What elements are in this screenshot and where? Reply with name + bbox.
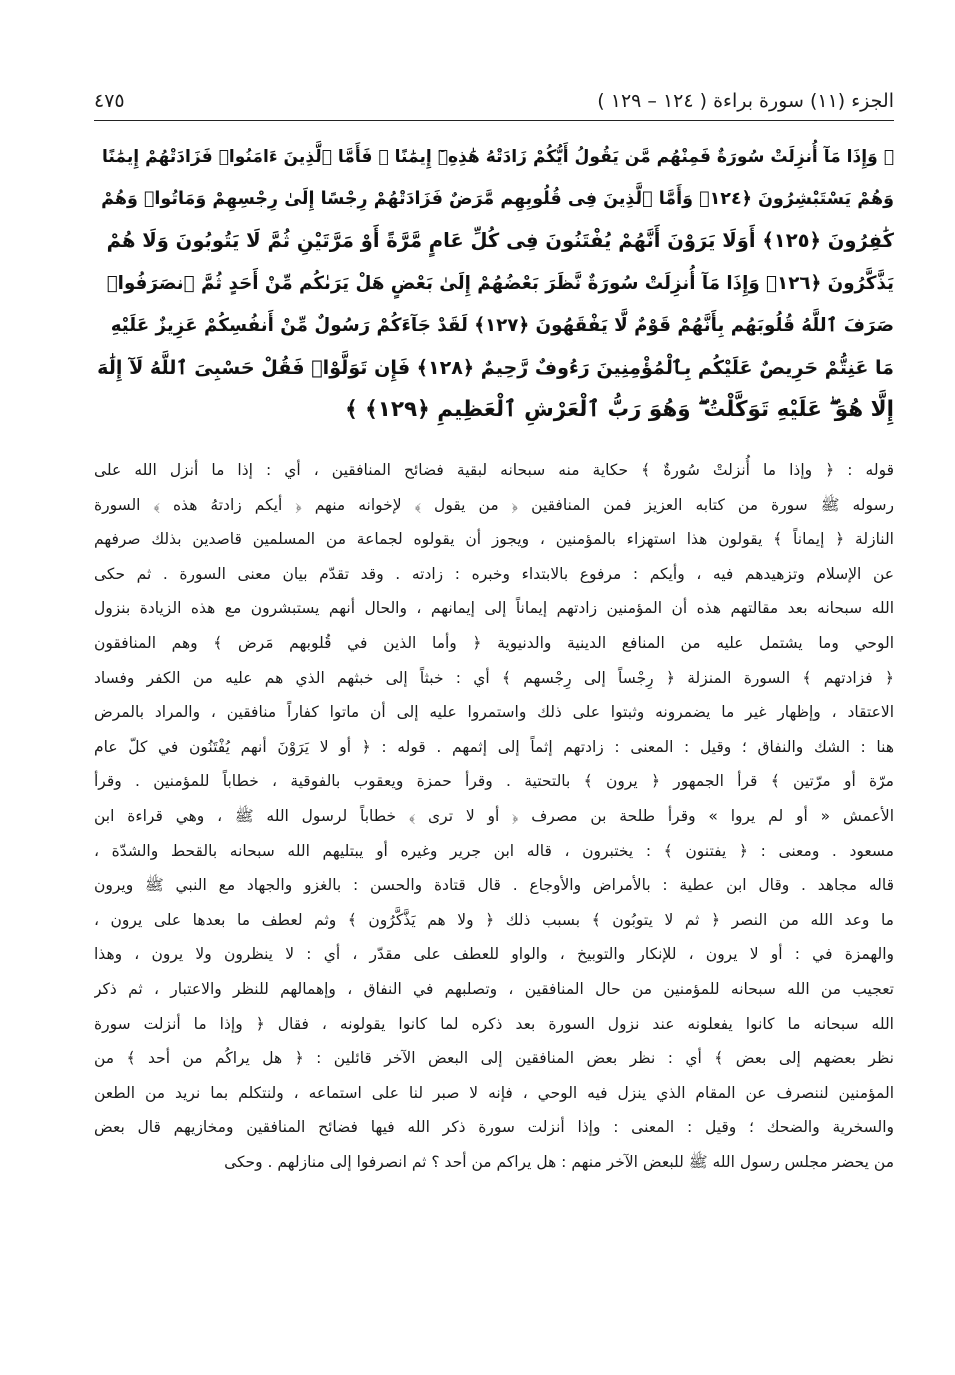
tafsir-line: مرّة أو مرّتين ﴾ قرأ الجمهور ﴿ يرون ﴾ بالتحتية . وقرأ حمزة ويعقوب بالفوقية ، خطاباً للمؤمنين . وقرأ — [94, 772, 894, 791]
tafsir-line: الله سبحانه بعد مقالتهم هذه أن المؤمنين زادتهم إيماناً إلى إيمانهم ، والحال أنهم يستبشرون مع هذه الزيادة بنزول — [94, 599, 894, 618]
tafsir-line: الوحي وما يشتمل عليه من المنافع الدينية والدنيوية ﴿ وأما الذين في قُلوبهم مَرض ﴾ وهم المنافقون — [94, 633, 894, 652]
tafsir-line: المؤمنين لننصرف عن المقام الذي ينزل فيه الوحي ، فإنه لا صبر لنا على استماعه ، ولنتكلم بما نريد من الطعن — [94, 1083, 894, 1102]
tafsir-line: والهمزة في : أو لا يرون ، للإنكار والتوبيخ ، والواو للعطف على مقدّر ، أي : لا ينظرون ولا يرون ، وهذا — [94, 945, 894, 964]
quran-line: مَا عَنِتُّمْ حَرِيصٌ عَلَيْكُم بِٱلْمُؤْمِنِينَ رَءُوفٌ رَّحِيمٌ ﴿١٢٨﴾ فَإِن تَوَلَّوْا۟ فَقُلْ حَسْبِىَ ٱللَّهُ لَآ إِلَٰهَ — [97, 356, 894, 380]
tafsir-line: هنا : الشك والنفاق ؛ وقيل : المعنى : زادتهم إثماً إلى إثمهم . قوله : ﴿ أو لا يَرَوْنَ أنهم يُفْتَنُون في كلّ عام — [94, 737, 894, 756]
tafsir-line: ما وعد الله من النصر ﴿ ثم لا يتوبُون ﴾ بسبب ذلك ﴿ ولا هم يَذَّكَّرُون ﴾ وثم لعطف ما بعدها على يرون ، — [94, 910, 894, 929]
tafsir-line: قوله : ﴿ وإذا ما أُنزلتْ سُورةٌ ﴾ حكاية منه سبحانه لبقية فضائح المنافقين ، أي : إذا ما أنزل الله على — [94, 461, 894, 479]
tafsir-line: نظر بعضهم إلى بعض ﴾ أي : نظر بعض المنافقين إلى البعض الآخر قائلين : ﴿ هل يراكُم من أحد ﴾ من — [94, 1049, 894, 1068]
quran-line: يَذَّكَّرُونَ ﴿١٢٦﴾ وَإِذَا مَآ أُنزِلَتْ سُورَةٌ نَّظَرَ بَعْضُهُمْ إِلَىٰ بَعْضٍ هَلْ يَرَىٰكُم مِّنْ أَحَدٍ ثُمَّ ٱنصَرَفُوا۟ — [106, 272, 894, 294]
quran-verses-block — [94, 136, 894, 436]
tafsir-line: مسعود . ومعنى : ﴿ يفتنون ﴾ : يختبرون ، قاله ابن جرير وغيره أو يبتليهم الله سبحانه بالقحط والشدّة ، — [94, 841, 894, 860]
quran-line: وَهُمْ يَسْتَبْشِرُونَ ﴿١٢٤﴾ وَأَمَّا ٱلَّذِينَ فِى قُلُوبِهِم مَّرَضٌ فَزَادَتْهُمْ رِجْسًا إِلَىٰ رِجْسِهِمْ وَمَاتُوا۟ وَهُمْ — [101, 189, 894, 210]
tafsir-line: الاعتقاد ، وإظهار غير ما يضمرونه وثبتوا على ذلك واستمروا عليه إلى أن ماتوا كفاراً منافقين ، والمراد بالمرض — [94, 703, 894, 722]
quran-line: إِلَّا هُوَ ۖ عَلَيْهِ تَوَكَّلْتُ ۖ وَهُوَ رَبُّ ٱلْعَرْشِ ٱلْعَظِيمِ ﴿١٢٩﴾ ﴾ — [345, 397, 894, 423]
quran-line: صَرَفَ ٱللَّهُ قُلُوبَهُم بِأَنَّهُمْ قَوْمٌ لَّا يَفْقَهُونَ ﴿١٢٧﴾ لَقَدْ جَآءَكُمْ رَسُولٌ مِّنْ أَنفُسِكُمْ عَزِيزٌ عَلَيْهِ — [110, 314, 894, 336]
tafsir-line: ﴿ فزادتهم ﴾ السورة المنزلة ﴿ رِجْساً إلى رِجْسهم ﴾ أي : خبثاً إلى خبثهم الذي هم عليه من الكفر وفساد — [94, 668, 894, 687]
tafsir-line: قاله مجاهد . وقال ابن عطية : بالأمراض والأوجاع . قال قتادة والحسن : بالغزو والجهاد مع النبي ﷺ ويرون — [94, 876, 894, 895]
running-title: الجزء (١١) سورة براءة ( ١٢٤ – ١٢٩ ) — [597, 90, 894, 112]
tafsir-line: النازلة ﴿ إيماناً ﴾ يقولون هذا استهزاء بالمؤمنين ، ويجوز أن يقولوه لجماعة من المسلمين قاصدين بذلك صرفهم — [94, 530, 894, 549]
quran-line: كَٰفِرُونَ ﴿١٢٥﴾ أَوَلَا يَرَوْنَ أَنَّهُمْ يُفْتَنُونَ فِى كُلِّ عَامٍ مَّرَّةً أَوْ مَرَّتَيْنِ ثُمَّ لَا يَتُوبُونَ وَلَا هُمْ — [106, 229, 894, 253]
tafsir-line: من يحضر مجلس رسول الله ﷺ للبعض الآخر منهم : هل يراكم من أحد ؟ ثم انصرفوا إلى منازلهم . وحكى — [224, 1152, 894, 1171]
quran-line: ﴿ وَإِذَا مَآ أُنزِلَتْ سُورَةٌ فَمِنْهُم مَّن يَقُولُ أَيُّكُمْ زَادَتْهُ هَٰذِهِۦٓ إِيمَٰنًا ۚ فَأَمَّا ٱلَّذِينَ ءَامَنُوا۟ فَزَادَتْهُمْ إِيمَٰنًا — [102, 147, 894, 167]
page-number: ٤٧٥ — [94, 90, 125, 112]
tafsir-line: والسخرية والضحك ؛ وقيل : المعنى : وإذا أنزلت سورة ذكر الله فيها فضائح المنافقين ومخازيهم قال بعض — [94, 1118, 894, 1137]
tafsir-line: الله سبحانه ما كانوا يفعلونه عند نزول السورة بعد ذكره لما كانوا يقولونه ، فقال ﴿ وإذا ما أنزلت سورة — [94, 1014, 894, 1033]
tafsir-line: عن الإسلام وتزهيدهم فيه ، وأيكم : مرفوع بالابتداء وخبره : زادته . وقد تقدّم بيان معنى السورة . ثم حكى — [94, 564, 894, 583]
tafsir-line: تعجيب من الله سبحانه للمؤمنين من حال المنافقين ، وتصلبهم في النفاق ، وإهمالهم للنظر والاعتبار ، ثم ذكر — [94, 979, 894, 998]
page-header — [94, 86, 894, 120]
header-divider — [94, 120, 894, 121]
tafsir-body — [94, 453, 894, 1303]
tafsir-line: الأعمش « أو لم يروا » وقرأ طلحة بن مصرف ﴿ أو لا ترى ﴾ خطاباً لرسول الله ﷺ ، وهي قراءة ابن — [94, 806, 894, 825]
tafsir-line: رسوله ﷺ سورة من كتابه العزيز فمن المنافقين ﴿ من يقول ﴾ لإخوانه منهم ﴿ أيكم زادتهُ هذه ﴾ السورة — [94, 495, 894, 514]
